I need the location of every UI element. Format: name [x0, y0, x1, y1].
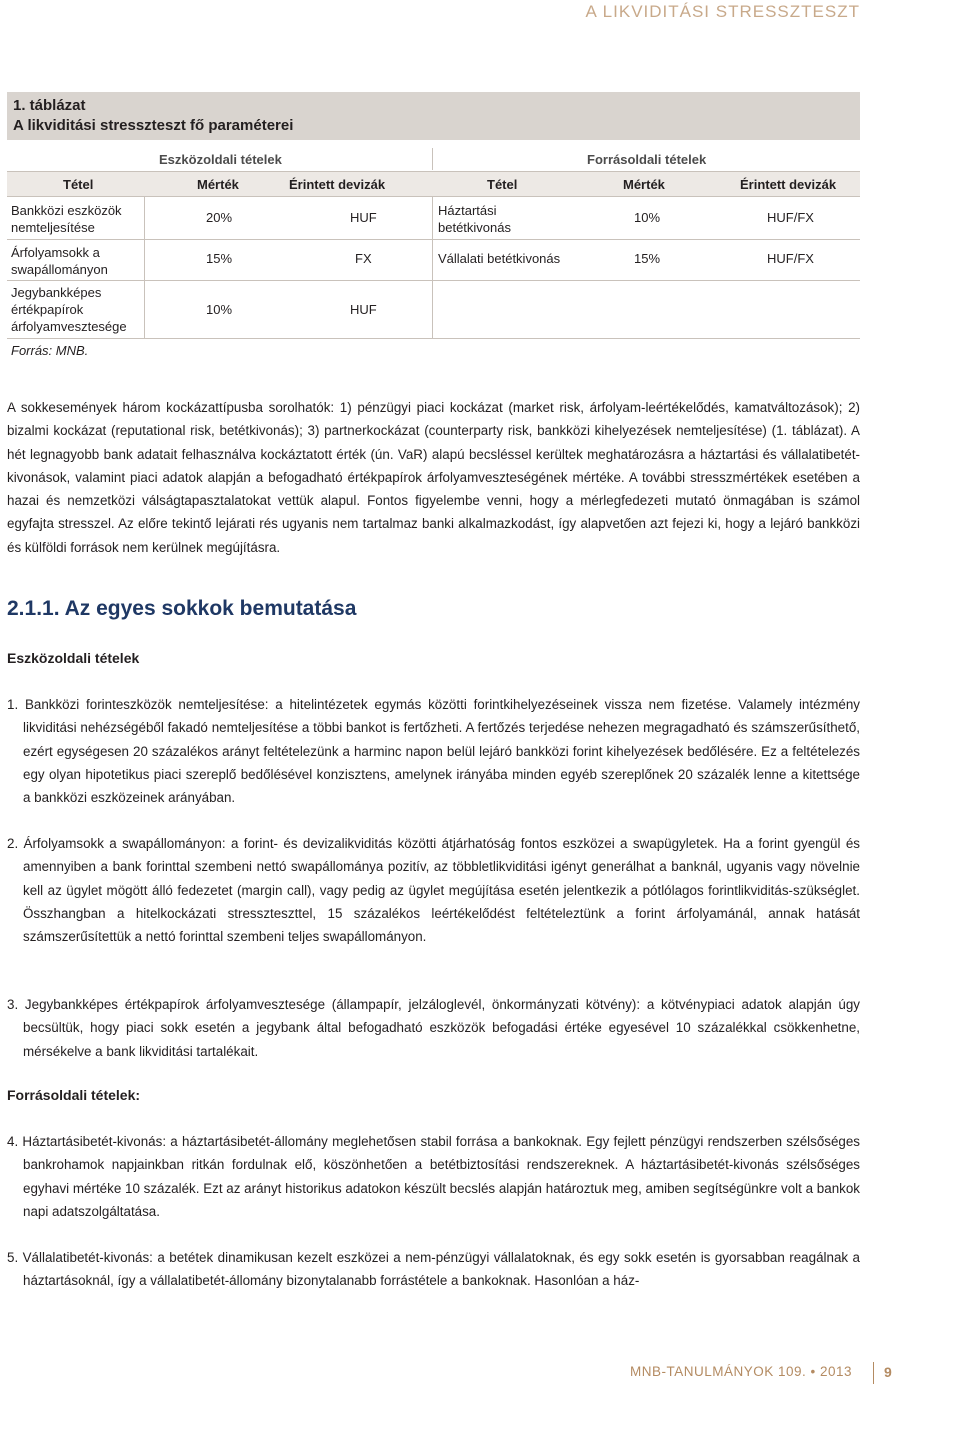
table-cell-measure: 10%: [206, 302, 233, 317]
table-cell-liab-item: Vállalati betétkivonás: [438, 251, 561, 266]
table-cell-liab-measure: 10%: [634, 210, 661, 225]
table-cell-liab-currency: HUF/FX: [767, 210, 814, 225]
col-header-measure: Mérték: [197, 177, 239, 192]
col-header-liab-currency: Érintett devizák: [740, 177, 837, 192]
list-item: 5. Vállalatibetét-kivonás: a betétek dinamikusan kezelt eszközei a nem-pénzügyi vállalatoknak, és egy sokk esetén is gyorsabban reagálnak a háztartásoknál, így a vállalatibetét-állomány bizonytalanabb forrástétele a bankoknak. Hasonlóan a ház-: [7, 1250, 860, 1289]
table-cell-currency: HUF: [350, 210, 377, 225]
list-item: 2. Árfolyamsokk a swapállományon: a forint- és devizalikviditás közötti átjárhatóság fontos eszközei a swapügyletek. Ha a forint gyengül és amennyiben a bank forinttal szembeni nettó swapállománya pozitív, az többletlikviditási igényt generálhat a banknál, ugyanis vagy növelnie kell az ügylet mögött álló fedezetet (margin call), vagy pedig az ügylet megújítása esetén jelentkezik a pótlólagos forintlikviditás-szükséglet. Összhangban a hitelkockázati stresszteszttel, 15 százalékos leértékelődést feltételeztünk a forint árfolyamánál, annak hatását számszerűsítettük a nettó forinttal szembeni teljes swapállományon.: [7, 836, 860, 945]
table-source: Forrás: MNB.: [11, 343, 89, 358]
list-item: 3. Jegybankképes értékpapírok árfolyamvesztesége (állampapír, jelzáloglevél, önkormányzati kötvény): a kötvénypiaci adatok alapján úgy becsültük, hogy piaci sokk esetén a jegybank által befogadható eszközök befogadási értéke egyesével 10 százalékkal csökkenhetne, mérsékelve a bank likviditási tartalékait.: [7, 997, 860, 1059]
col-header-currency: Érintett devizák: [289, 177, 386, 192]
footer-series: MNB-TANULMÁNYOK 109. • 2013: [630, 1364, 853, 1379]
group-asset-side: Eszközoldali tételek: [159, 152, 282, 167]
list-item: 1. Bankközi forinteszközök nemteljesítése: a hitelintézetek egymás közötti forintkihelyezéseinek vissza nem fizetése. Valamely intézmény likviditási nehézségéből fakadó nemteljesítése a többi bankot is fertőzheti. A fertőzés terjedése nehezen megragadható és számszerűsíthető, ezért egységesen 20 százalékos arányt feltételezünk a harminc napon belül lejáró bankközi forint kihelyezések bedőlésére. Ez a feltételezés egy olyan hipotetikus piaci szereplő bedőlésével konzisztens, amelynek irányába minden egyéb szereplőnek 20 százalék lenne a kitettsége a bankközi eszközeinek arányában.: [7, 697, 860, 806]
col-header-liab-item: Tétel: [487, 177, 518, 192]
asset-side-heading: Eszközoldali tételek: [7, 650, 140, 666]
table-cell-liab-item: Háztartási betétkivonás: [438, 203, 511, 235]
intro-paragraph: A sokkesemények három kockázattípusba sorolhatók: 1) pénzügyi piaci kockázat (market risk, árfolyam-leértékelődés, kamatváltozások); 2) bizalmi kockázat (reputational risk, betétkivonás); 3) partnerkockázat (counterparty risk, bankközi kihelyezések nemteljesítése) (1. táblázat). A hét legnagyobb bank adatait felhasználva kockáztatott érték (ún. VaR) alapú becsléssel kerültek meghatározásra a háztartási és vállalatibetét-kivonások, valamint piaci adatok alapján a befogadható értékpapírok árfolyamveszteségének mértéke. A további stresszmértékek esetében a hazai és nemzetközi válságtapasztalatokat vettük alapul. Fontos figyelembe venni, hogy a mérlegfedezeti mutató önmagában is számol egyfajta stresszel. Az előre tekintő lejárati rés ugyanis nem tartalmaz banki alkalmazkodást, így alapvetően azt fejezi ki, hogy a lejáró bankközi és külföldi források nem kerülnek megújításra.: [7, 400, 860, 555]
footer-divider: [873, 1362, 874, 1384]
table-cell-measure: 20%: [206, 210, 233, 225]
table-title: A likviditási stresszteszt fő paraméterei: [13, 117, 294, 134]
table-cell-measure: 15%: [206, 251, 233, 266]
table-cell-currency: FX: [355, 251, 372, 266]
group-liability-side: Forrásoldali tételek: [587, 152, 707, 167]
col-header-item: Tétel: [63, 177, 94, 192]
table-column-header: [7, 172, 860, 196]
section-title: 2.1.1. Az egyes sokkok bemutatása: [7, 597, 357, 620]
table-group-header: [7, 148, 860, 170]
table-cell-currency: HUF: [350, 302, 377, 317]
table-number: 1. táblázat: [13, 97, 86, 114]
table-row-label: Árfolyamsokk a swapállományon: [11, 245, 108, 277]
table-cell-liab-currency: HUF/FX: [767, 251, 814, 266]
table-cell-liab-measure: 15%: [634, 251, 661, 266]
col-header-liab-measure: Mérték: [623, 177, 665, 192]
liability-side-heading: Forrásoldali tételek:: [7, 1087, 141, 1103]
table-row-label: Bankközi eszközök nemteljesítése: [11, 203, 122, 235]
table-row-label: Jegybankképes értékpapírok árfolyamvesztesége: [11, 285, 127, 334]
list-item: 4. Háztartásibetét-kivonás: a háztartásibetét-állomány meglehetősen stabil forrása a bankoknak. Egy fejlett pénzügyi rendszerben szélsőséges bankrohamok napjainkban ritkán fordulnak elő, köszönhetően a betétbiztosítási rendszereknek. A háztartásibetét-kivonás szélsőséges egyhavi mértéke 10 százalék. Ezt az arányt historikus adatokon készült becslés alapján határoztuk meg, amiben segítségünkre volt a bankok napi adatszolgáltatása.: [7, 1134, 860, 1219]
table-caption: [7, 92, 860, 140]
running-header: A LIKVIDITÁSI STRESSZTESZT: [585, 2, 860, 21]
page-number: 9: [884, 1364, 892, 1380]
